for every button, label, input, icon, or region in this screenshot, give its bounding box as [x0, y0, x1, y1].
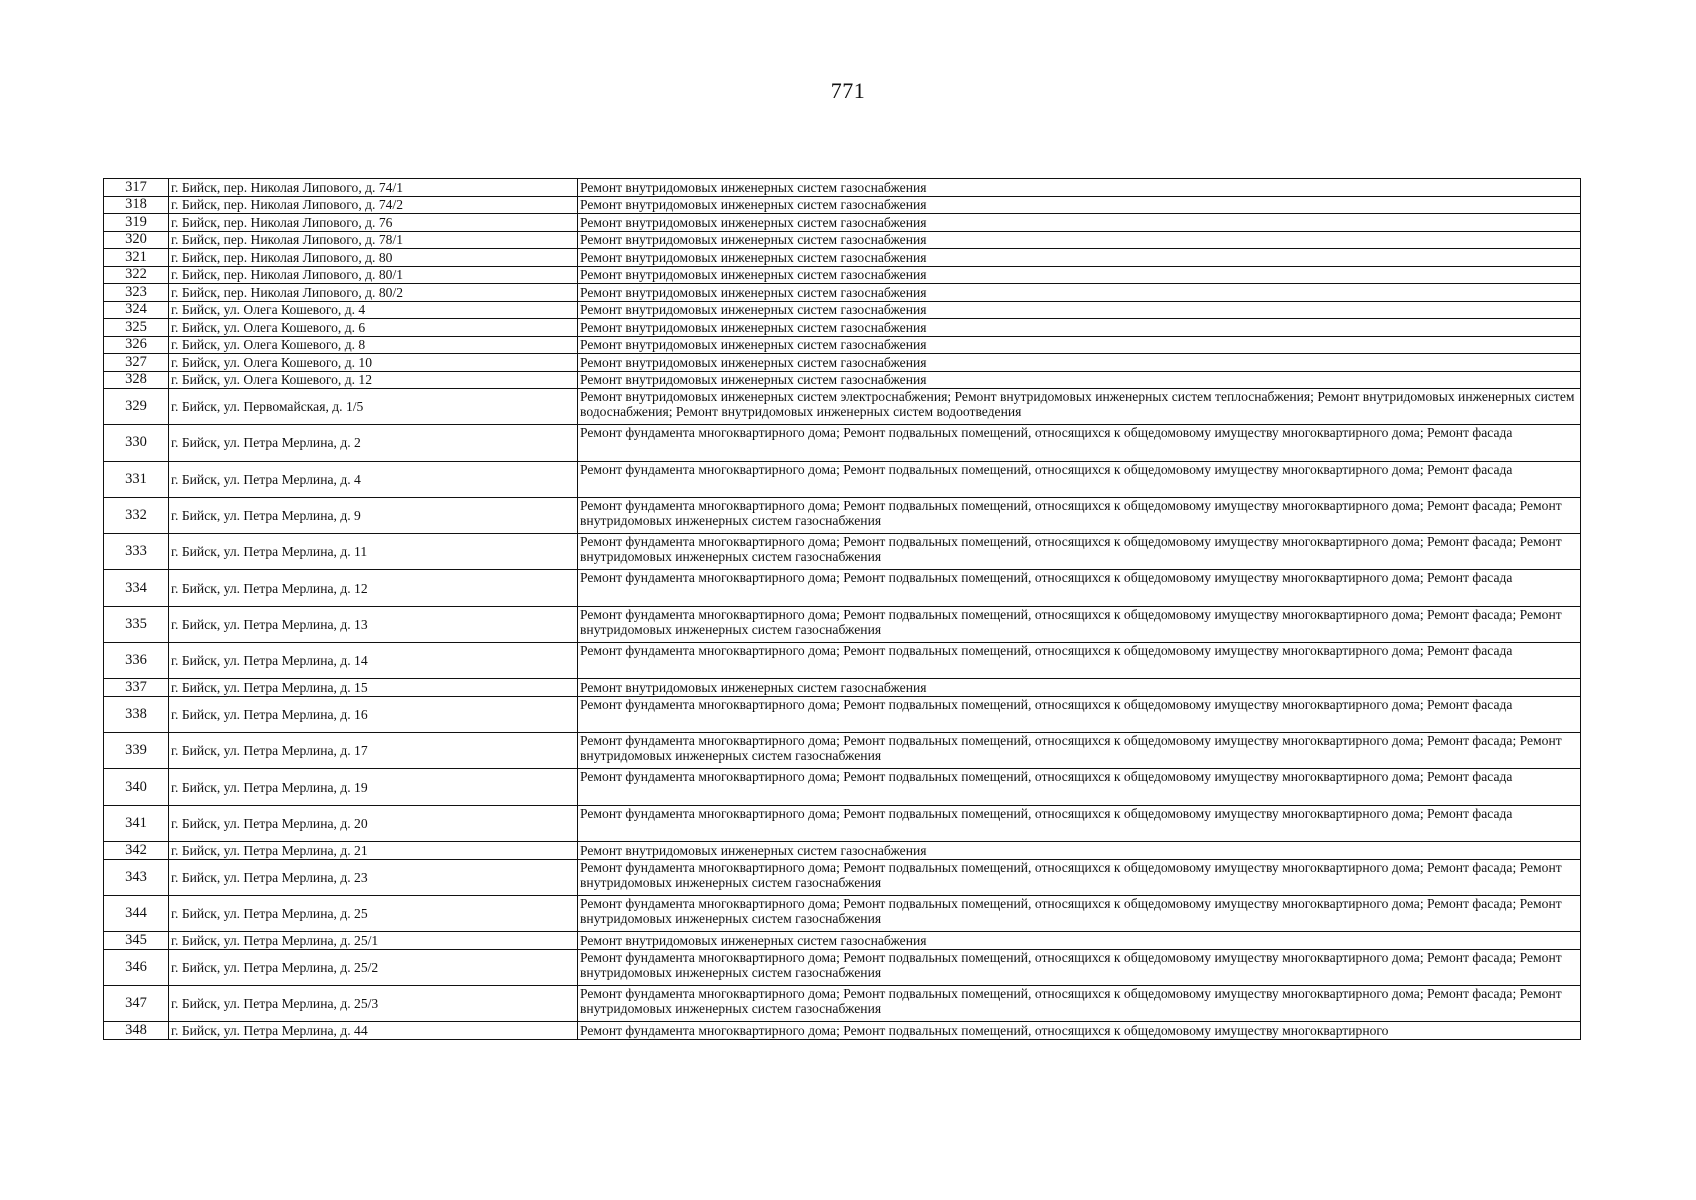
- row-number-cell: 348: [104, 1022, 169, 1040]
- address-cell: г. Бийск, ул. Петра Мерлина, д. 17: [169, 733, 578, 769]
- table-row: [104, 643, 1581, 679]
- works-cell: Ремонт фундамента многоквартирного дома; Ремонт подвальных помещений, относящихся к общедомовому имуществу многоквартирного дома; Ремонт фасада; Ремонт внутридомовых инженерных систем газоснабжения: [578, 949, 1581, 985]
- address-cell: г. Бийск, ул. Петра Мерлина, д. 25/3: [169, 985, 578, 1021]
- table-row: [104, 284, 1581, 302]
- table-row: [104, 196, 1581, 214]
- row-number-cell: 336: [104, 643, 169, 679]
- address-cell: г. Бийск, ул. Петра Мерлина, д. 2: [169, 425, 578, 461]
- table-row: [104, 679, 1581, 697]
- table-row: [104, 534, 1581, 570]
- address-cell: г. Бийск, ул. Петра Мерлина, д. 11: [169, 534, 578, 570]
- address-cell: г. Бийск, пер. Николая Липового, д. 78/1: [169, 231, 578, 249]
- address-cell: г. Бийск, ул. Олега Кошевого, д. 12: [169, 371, 578, 389]
- row-number-cell: 318: [104, 196, 169, 214]
- table-row: [104, 985, 1581, 1021]
- table-row: [104, 319, 1581, 337]
- row-number-cell: 343: [104, 859, 169, 895]
- address-cell: г. Бийск, ул. Петра Мерлина, д. 25: [169, 895, 578, 931]
- works-cell: Ремонт внутридомовых инженерных систем газоснабжения: [578, 354, 1581, 372]
- table-row: [104, 949, 1581, 985]
- row-number-cell: 340: [104, 769, 169, 805]
- row-number-cell: 327: [104, 354, 169, 372]
- repair-registry-table: [103, 178, 1581, 1040]
- address-cell: г. Бийск, ул. Петра Мерлина, д. 25/1: [169, 932, 578, 950]
- address-cell: г. Бийск, ул. Олега Кошевого, д. 6: [169, 319, 578, 337]
- works-cell: Ремонт фундамента многоквартирного дома; Ремонт подвальных помещений, относящихся к общедомовому имуществу многоквартирного дома; Ремонт фасада; Ремонт внутридомовых инженерных систем газоснабжения: [578, 497, 1581, 533]
- row-number-cell: 334: [104, 570, 169, 606]
- address-cell: г. Бийск, ул. Петра Мерлина, д. 12: [169, 570, 578, 606]
- address-cell: г. Бийск, пер. Николая Липового, д. 80/1: [169, 266, 578, 284]
- works-cell: Ремонт внутридомовых инженерных систем электроснабжения; Ремонт внутридомовых инженерных систем теплоснабжения; Ремонт внутридомовых инженерных систем водоснабжения; Ремонт внутридомовых инженерных систем водоотведения: [578, 389, 1581, 425]
- registry-body: [104, 179, 1581, 1040]
- address-cell: г. Бийск, ул. Петра Мерлина, д. 13: [169, 606, 578, 642]
- works-cell: Ремонт фундамента многоквартирного дома; Ремонт подвальных помещений, относящихся к общедомовому имуществу многоквартирного: [578, 1022, 1581, 1040]
- works-cell: Ремонт фундамента многоквартирного дома; Ремонт подвальных помещений, относящихся к общедомовому имуществу многоквартирного дома; Ремонт фасада: [578, 696, 1581, 732]
- works-cell: Ремонт фундамента многоквартирного дома; Ремонт подвальных помещений, относящихся к общедомовому имуществу многоквартирного дома; Ремонт фасада: [578, 643, 1581, 679]
- table-row: [104, 231, 1581, 249]
- works-cell: Ремонт фундамента многоквартирного дома; Ремонт подвальных помещений, относящихся к общедомовому имуществу многоквартирного дома; Ремонт фасада; Ремонт внутридомовых инженерных систем газоснабжения: [578, 534, 1581, 570]
- table-row: [104, 859, 1581, 895]
- address-cell: г. Бийск, ул. Петра Мерлина, д. 4: [169, 461, 578, 497]
- address-cell: г. Бийск, ул. Петра Мерлина, д. 23: [169, 859, 578, 895]
- row-number-cell: 338: [104, 696, 169, 732]
- address-cell: г. Бийск, пер. Николая Липового, д. 80: [169, 249, 578, 267]
- table-row: [104, 932, 1581, 950]
- works-cell: Ремонт внутридомовых инженерных систем газоснабжения: [578, 266, 1581, 284]
- works-cell: Ремонт фундамента многоквартирного дома; Ремонт подвальных помещений, относящихся к общедомовому имуществу многоквартирного дома; Ремонт фасада: [578, 570, 1581, 606]
- address-cell: г. Бийск, ул. Петра Мерлина, д. 20: [169, 805, 578, 841]
- works-cell: Ремонт внутридомовых инженерных систем газоснабжения: [578, 214, 1581, 232]
- table-row: [104, 606, 1581, 642]
- table-row: [104, 696, 1581, 732]
- row-number-cell: 346: [104, 949, 169, 985]
- table-row: [104, 336, 1581, 354]
- works-cell: Ремонт фундамента многоквартирного дома; Ремонт подвальных помещений, относящихся к общедомовому имуществу многоквартирного дома; Ремонт фасада; Ремонт внутридомовых инженерных систем газоснабжения: [578, 606, 1581, 642]
- address-cell: г. Бийск, ул. Олега Кошевого, д. 10: [169, 354, 578, 372]
- table-row: [104, 425, 1581, 461]
- table-row: [104, 497, 1581, 533]
- address-cell: г. Бийск, ул. Олега Кошевого, д. 4: [169, 301, 578, 319]
- row-number-cell: 323: [104, 284, 169, 302]
- page-number: 771: [830, 78, 866, 103]
- works-cell: Ремонт фундамента многоквартирного дома; Ремонт подвальных помещений, относящихся к общедомовому имуществу многоквартирного дома; Ремонт фасада: [578, 805, 1581, 841]
- address-cell: г. Бийск, ул. Олега Кошевого, д. 8: [169, 336, 578, 354]
- table-row: [104, 179, 1581, 197]
- table-row: [104, 389, 1581, 425]
- row-number-cell: 321: [104, 249, 169, 267]
- row-number-cell: 319: [104, 214, 169, 232]
- row-number-cell: 342: [104, 842, 169, 860]
- table-row: [104, 371, 1581, 389]
- row-number-cell: 335: [104, 606, 169, 642]
- table-row: [104, 266, 1581, 284]
- address-cell: г. Бийск, пер. Николая Липового, д. 74/1: [169, 179, 578, 197]
- row-number-cell: 328: [104, 371, 169, 389]
- table-row: [104, 301, 1581, 319]
- works-cell: Ремонт внутридомовых инженерных систем газоснабжения: [578, 179, 1581, 197]
- works-cell: Ремонт внутридомовых инженерных систем газоснабжения: [578, 249, 1581, 267]
- works-cell: Ремонт внутридомовых инженерных систем газоснабжения: [578, 371, 1581, 389]
- table-row: [104, 354, 1581, 372]
- address-cell: г. Бийск, ул. Петра Мерлина, д. 16: [169, 696, 578, 732]
- works-cell: Ремонт внутридомовых инженерных систем газоснабжения: [578, 284, 1581, 302]
- row-number-cell: 345: [104, 932, 169, 950]
- address-cell: г. Бийск, ул. Петра Мерлина, д. 9: [169, 497, 578, 533]
- works-cell: Ремонт внутридомовых инженерных систем газоснабжения: [578, 842, 1581, 860]
- works-cell: Ремонт внутридомовых инженерных систем газоснабжения: [578, 319, 1581, 337]
- address-cell: г. Бийск, пер. Николая Липового, д. 76: [169, 214, 578, 232]
- row-number-cell: 320: [104, 231, 169, 249]
- works-cell: Ремонт внутридомовых инженерных систем газоснабжения: [578, 336, 1581, 354]
- works-cell: Ремонт внутридомовых инженерных систем газоснабжения: [578, 231, 1581, 249]
- row-number-cell: 325: [104, 319, 169, 337]
- works-cell: Ремонт внутридомовых инженерных систем газоснабжения: [578, 301, 1581, 319]
- address-cell: г. Бийск, ул. Петра Мерлина, д. 15: [169, 679, 578, 697]
- address-cell: г. Бийск, ул. Петра Мерлина, д. 21: [169, 842, 578, 860]
- row-number-cell: 347: [104, 985, 169, 1021]
- address-cell: г. Бийск, пер. Николая Липового, д. 80/2: [169, 284, 578, 302]
- table-row: [104, 249, 1581, 267]
- table-row: [104, 842, 1581, 860]
- row-number-cell: 341: [104, 805, 169, 841]
- row-number-cell: 317: [104, 179, 169, 197]
- table-row: [104, 769, 1581, 805]
- address-cell: г. Бийск, пер. Николая Липового, д. 74/2: [169, 196, 578, 214]
- works-cell: Ремонт внутридомовых инженерных систем газоснабжения: [578, 196, 1581, 214]
- table-row: [104, 805, 1581, 841]
- works-cell: Ремонт внутридомовых инженерных систем газоснабжения: [578, 679, 1581, 697]
- works-cell: Ремонт фундамента многоквартирного дома; Ремонт подвальных помещений, относящихся к общедомовому имуществу многоквартирного дома; Ремонт фасада; Ремонт внутридомовых инженерных систем газоснабжения: [578, 733, 1581, 769]
- works-cell: Ремонт фундамента многоквартирного дома; Ремонт подвальных помещений, относящихся к общедомовому имуществу многоквартирного дома; Ремонт фасада; Ремонт внутридомовых инженерных систем газоснабжения: [578, 985, 1581, 1021]
- row-number-cell: 330: [104, 425, 169, 461]
- works-cell: Ремонт фундамента многоквартирного дома; Ремонт подвальных помещений, относящихся к общедомовому имуществу многоквартирного дома; Ремонт фасада; Ремонт внутридомовых инженерных систем газоснабжения: [578, 895, 1581, 931]
- row-number-cell: 331: [104, 461, 169, 497]
- row-number-cell: 339: [104, 733, 169, 769]
- address-cell: г. Бийск, ул. Петра Мерлина, д. 25/2: [169, 949, 578, 985]
- works-cell: Ремонт фундамента многоквартирного дома; Ремонт подвальных помещений, относящихся к общедомовому имуществу многоквартирного дома; Ремонт фасада: [578, 769, 1581, 805]
- row-number-cell: 337: [104, 679, 169, 697]
- works-cell: Ремонт фундамента многоквартирного дома; Ремонт подвальных помещений, относящихся к общедомовому имуществу многоквартирного дома; Ремонт фасада: [578, 425, 1581, 461]
- row-number-cell: 326: [104, 336, 169, 354]
- address-cell: г. Бийск, ул. Петра Мерлина, д. 14: [169, 643, 578, 679]
- works-cell: Ремонт фундамента многоквартирного дома; Ремонт подвальных помещений, относящихся к общедомовому имуществу многоквартирного дома; Ремонт фасада: [578, 461, 1581, 497]
- row-number-cell: 344: [104, 895, 169, 931]
- table-row: [104, 1022, 1581, 1040]
- table-row: [104, 214, 1581, 232]
- row-number-cell: 332: [104, 497, 169, 533]
- table-row: [104, 461, 1581, 497]
- table-row: [104, 895, 1581, 931]
- works-cell: Ремонт внутридомовых инженерных систем газоснабжения: [578, 932, 1581, 950]
- address-cell: г. Бийск, ул. Петра Мерлина, д. 44: [169, 1022, 578, 1040]
- row-number-cell: 322: [104, 266, 169, 284]
- row-number-cell: 329: [104, 389, 169, 425]
- row-number-cell: 324: [104, 301, 169, 319]
- address-cell: г. Бийск, ул. Первомайская, д. 1/5: [169, 389, 578, 425]
- address-cell: г. Бийск, ул. Петра Мерлина, д. 19: [169, 769, 578, 805]
- row-number-cell: 333: [104, 534, 169, 570]
- table-row: [104, 733, 1581, 769]
- works-cell: Ремонт фундамента многоквартирного дома; Ремонт подвальных помещений, относящихся к общедомовому имуществу многоквартирного дома; Ремонт фасада; Ремонт внутридомовых инженерных систем газоснабжения: [578, 859, 1581, 895]
- table-row: [104, 570, 1581, 606]
